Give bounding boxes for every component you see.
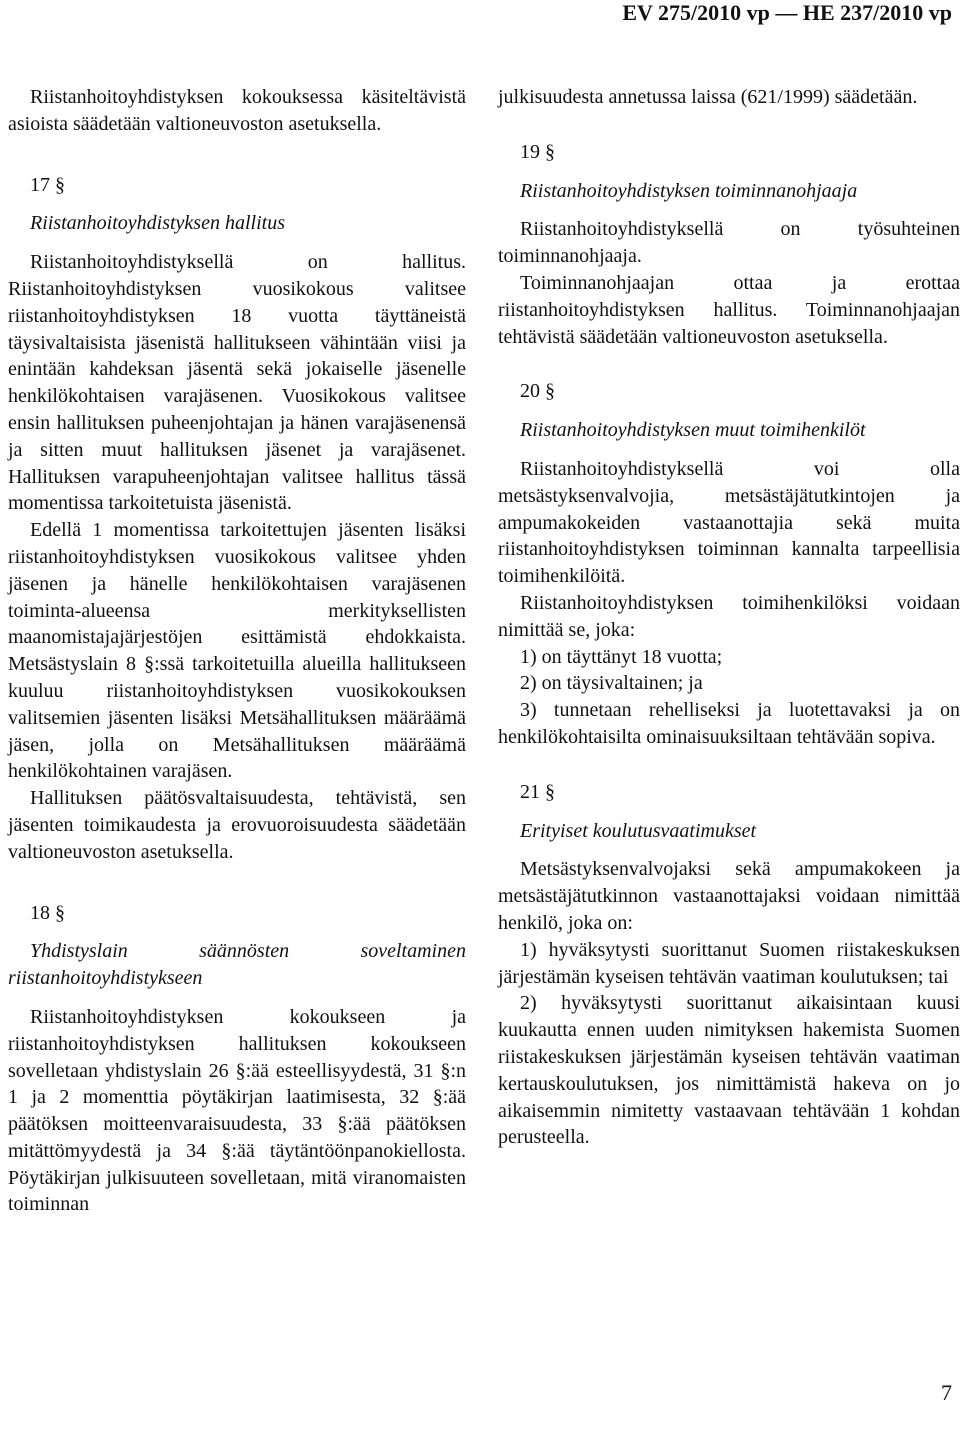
left-column xyxy=(8,84,466,1218)
section-21-paragraph: Metsästyksenvalvojaksi sekä ampumakokeen ja metsästäjätutkinnon vastaanottajaksi voidaan nimittää henkilö, joka on: xyxy=(498,858,960,934)
section-20-paragraph: Riistanhoitoyhdistyksellä voi olla metsästyksenvalvojia, metsästäjätutkintojen ja ampumakokeiden vastaanottajia sekä muita riistanhoitoyhdistyksen toiminnan kannalta tarpeellisia toimihenkilöitä. xyxy=(498,457,960,588)
section-21-list-item: 2) hyväksytysti suorittanut aikaisintaan kuusi kuukautta ennen uuden nimityksen hakemista Suomen riistakeskuksen järjestämän kyseisen tehtävän vaatiman kertauskoulutuksen, jos nimittämistä hakeva on jo aikaisemmin nimitetty vastaavaan tehtävään 1 kohdan perusteella. xyxy=(498,992,960,1149)
section-21-number: 21 § xyxy=(520,780,555,803)
section-19-paragraph: Riistanhoitoyhdistyksellä on työsuhteinen toiminnanohjaaja. xyxy=(498,218,960,268)
section-20-title: Riistanhoitoyhdistyksen muut toimihenkilöt xyxy=(520,419,866,442)
section-17-paragraph: Riistanhoitoyhdistyksellä on hallitus. Riistanhoitoyhdistyksen vuosikokous valitsee riistanhoitoyhdistyksen 18 vuotta täyttäneistä täysivaltaisista jäsenistä hallitukseen vähintään viisi ja enintään kahdeksan jäsentä sekä jokaiselle jäsenelle henkilökohtaisen varajäsenen. Vuosikokous valitsee ensin hallituksen puheenjohtajan ja hänen varajäsenensä ja sitten muut hallituksen jäsenet ja varajäsenet. Hallituksen varapuheenjohtajan valitsee hallitus tässä momentissa tarkoitetuista jäsenistä. xyxy=(8,251,466,515)
right-column xyxy=(498,84,960,1151)
section-18-title: Yhdistyslain säännösten soveltaminen riistanhoitoyhdistykseen xyxy=(8,940,466,990)
running-header: EV 275/2010 vp — HE 237/2010 vp xyxy=(622,0,952,25)
section-20-number: 20 § xyxy=(520,380,555,403)
section-21-title: Erityiset koulutusvaatimukset xyxy=(520,819,757,842)
section-21-list-item: 1) hyväksytysti suorittanut Suomen riistakeskuksen järjestämän kyseisen tehtävän vaatiman koulutuksen; tai xyxy=(498,938,960,988)
section-19-number: 19 § xyxy=(520,140,555,163)
page-number: 7 xyxy=(941,1380,952,1405)
section-19-paragraph: Toiminnanohjaajan ottaa ja erottaa riistanhoitoyhdistyksen hallitus. Toiminnanohjaajan tehtävistä säädetään valtioneuvoston asetuksella. xyxy=(498,271,960,348)
section-20-list-item: 3) tunnetaan rehelliseksi ja luotettavaksi ja on henkilökohtaisilta ominaisuuksiltaan tehtävään sopiva. xyxy=(498,699,960,748)
section-19-title: Riistanhoitoyhdistyksen toiminnanohjaaja xyxy=(520,179,858,202)
continuation-paragraph: julkisuudesta annetussa laissa (621/1999) säädetään. xyxy=(498,86,918,108)
intro-paragraph: Riistanhoitoyhdistyksen kokouksessa käsiteltävistä asioista säädetään valtioneuvoston asetuksella. xyxy=(8,86,466,135)
section-17-title: Riistanhoitoyhdistyksen hallitus xyxy=(30,212,285,235)
section-18-paragraph: Riistanhoitoyhdistyksen kokoukseen ja riistanhoitoyhdistyksen hallituksen kokoukseen sovelletaan yhdistyslain 26 §:ää esteellisyydestä, 31 §:n 1 ja 2 momenttia pöytäkirjan laatimisesta, 32 §:ää päätöksen moitteenvaraisuudesta, 33 §:ää päätöksen mitättömyydestä ja 34 §:ää täytäntöönpanokiellosta. Pöytäkirjan julkisuuteen sovelletaan, mitä viranomaisten toiminnan xyxy=(8,1005,466,1216)
section-17-number: 17 § xyxy=(30,173,65,196)
section-17-paragraph: Hallituksen päätösvaltaisuudesta, tehtävistä, sen jäsenten toimikaudesta ja erovuoroisuudesta säädetään valtioneuvoston asetuksella. xyxy=(8,787,466,863)
section-17-paragraph: Edellä 1 momentissa tarkoitettujen jäsenten lisäksi riistanhoitoyhdistyksen vuosikokous valitsee yhden jäsenen ja hänelle henkilökohtaisen varajäsenen toiminta-alueensa merkityksellisten maanomistajajärjestöjen esittämistä ehdokkaista. Metsästyslain 8 §:ssä tarkoitetuilla alueilla hallitukseen kuuluu riistanhoitoyhdistyksen vuosikokouksen valitsemien jäsenten lisäksi Metsähallituksen määräämä jäsen, jolla on Metsähallituksen määräämä henkilökohtainen varajäsen. xyxy=(8,519,466,783)
section-20-list-item: 1) on täyttänyt 18 vuotta; xyxy=(520,645,723,668)
section-20-list-item: 2) on täysivaltainen; ja xyxy=(520,672,703,695)
section-20-paragraph: Riistanhoitoyhdistyksen toimihenkilöksi voidaan nimittää se, joka: xyxy=(498,591,960,641)
section-18-number: 18 § xyxy=(30,901,65,924)
